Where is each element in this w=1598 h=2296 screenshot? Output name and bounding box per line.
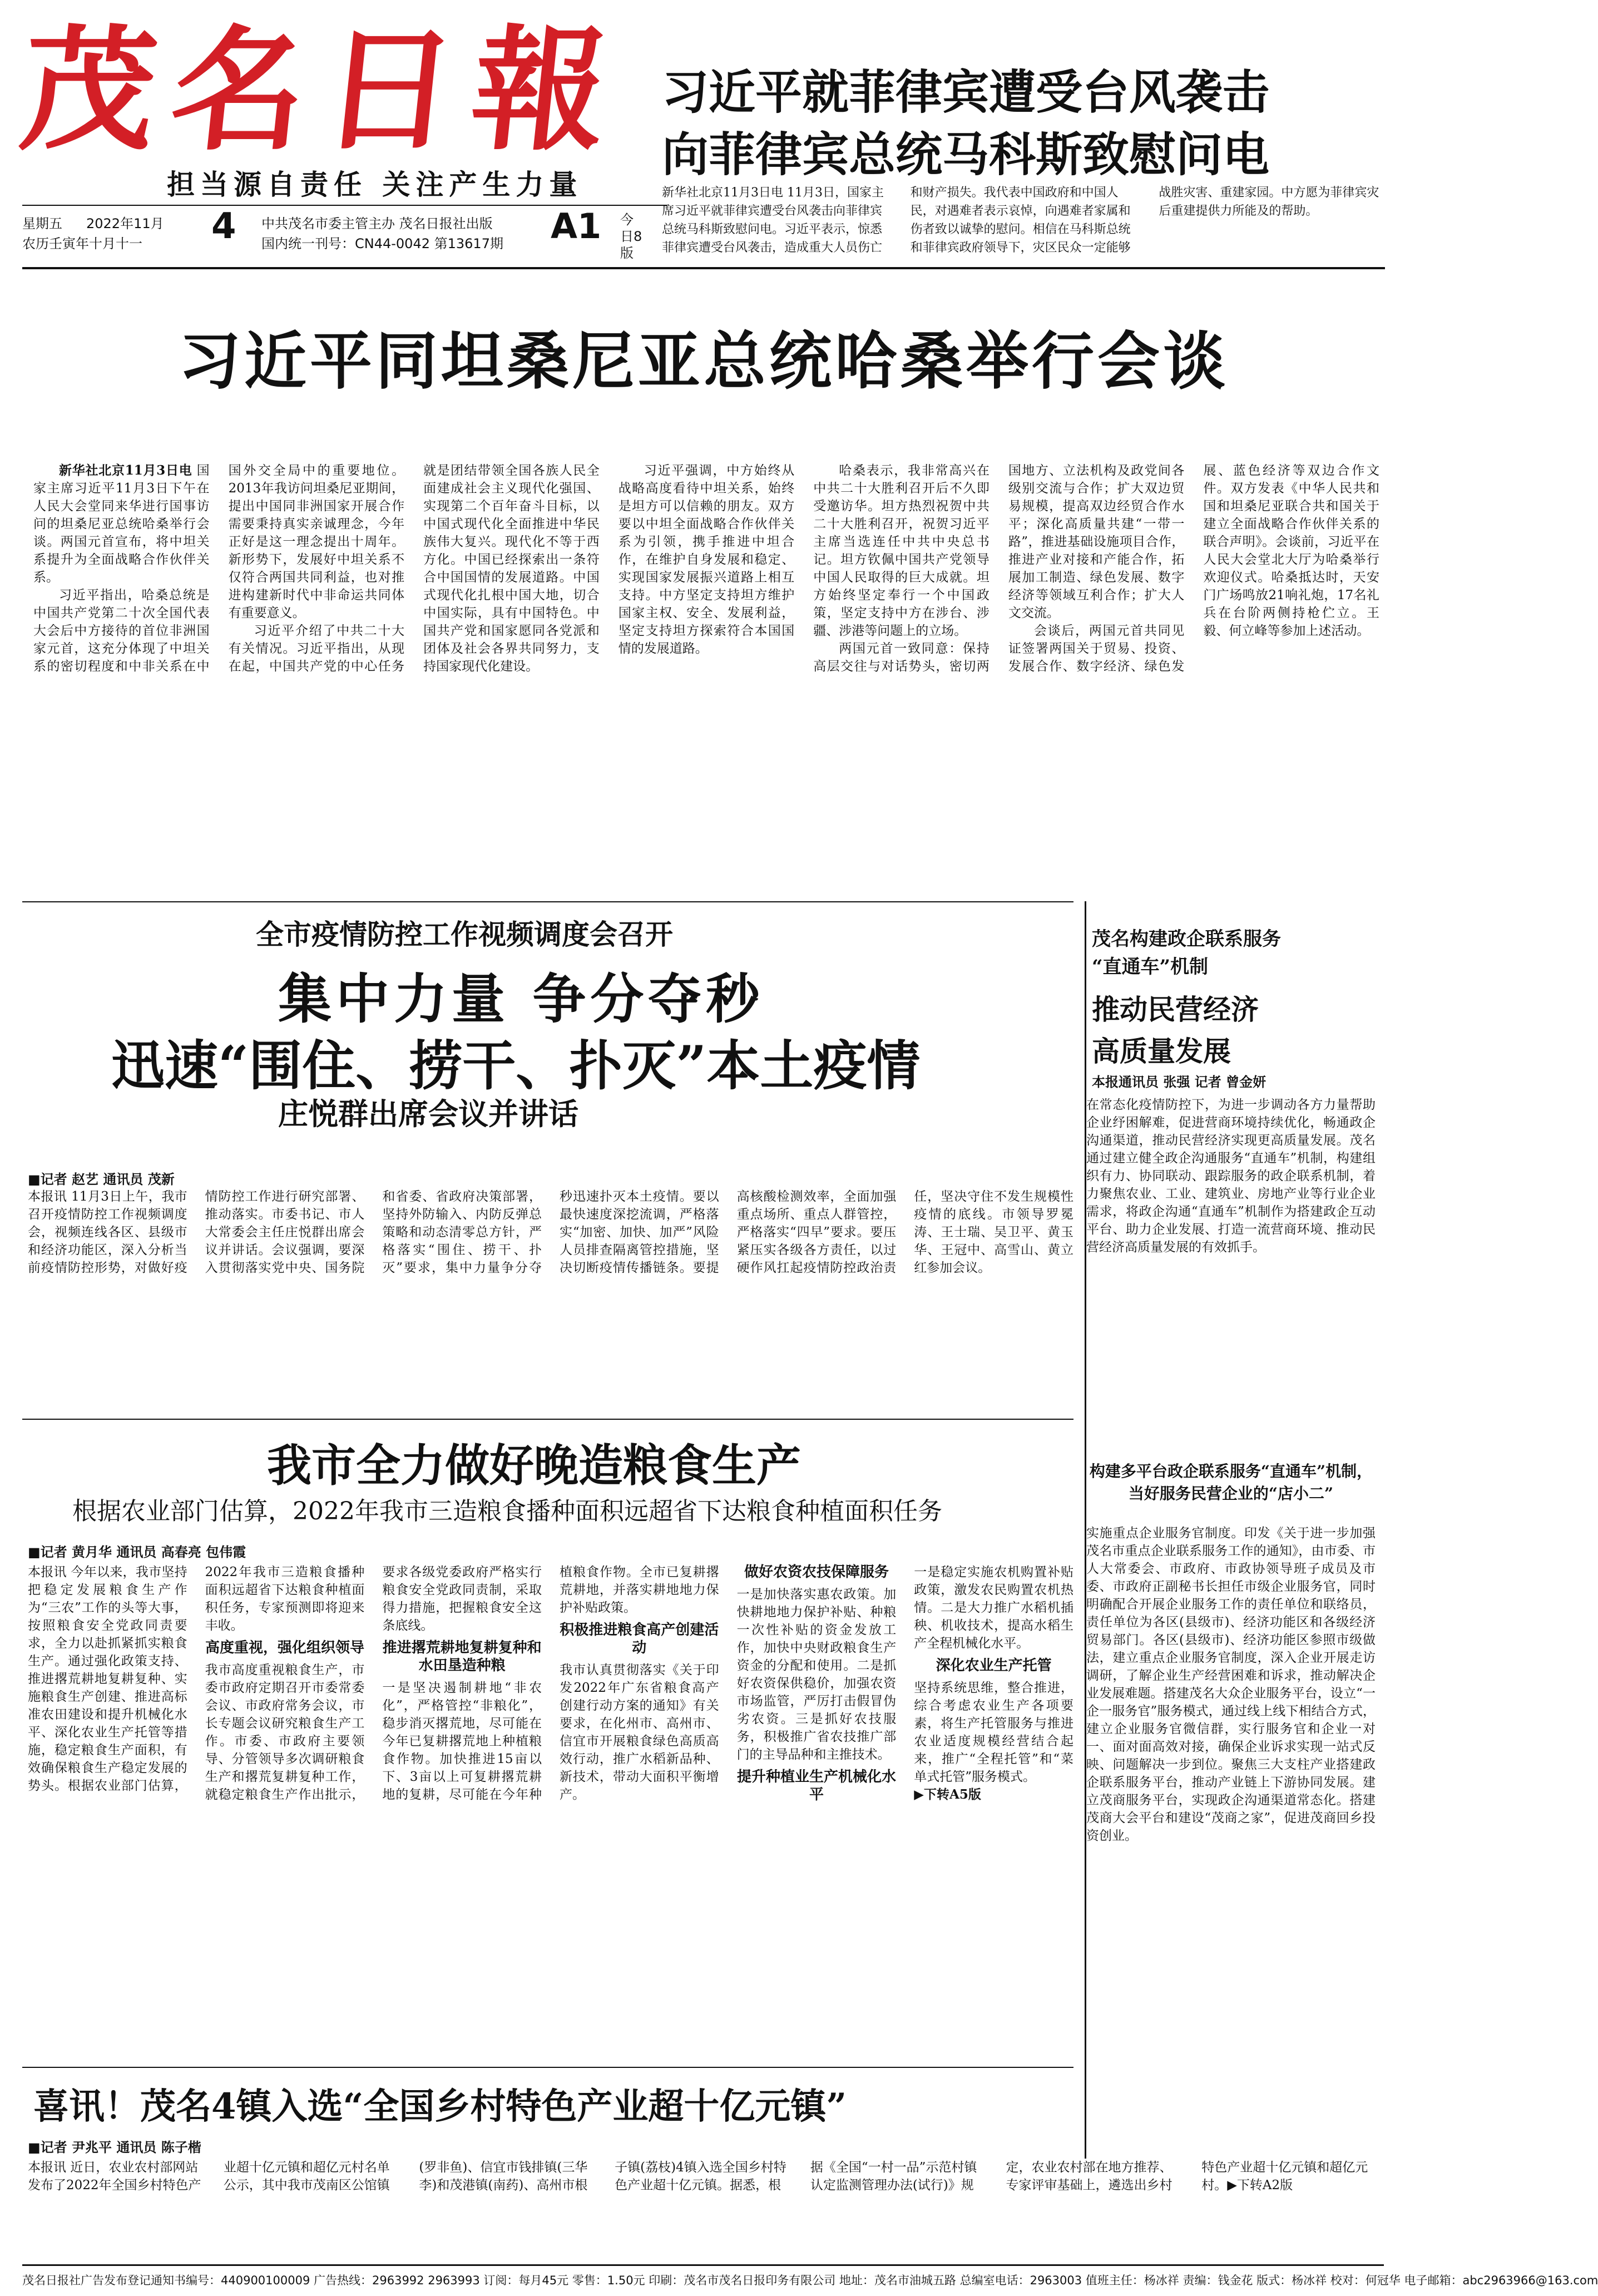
lead-headline: 习近平同坦桑尼亚总统哈桑举行会谈 (179, 325, 1229, 398)
continued-link[interactable]: ▶下转A5版 (914, 1787, 981, 1802)
top-news-title (662, 61, 1385, 186)
top-news-title-line1: 习近平就菲律宾遭受台风袭击 (662, 65, 1270, 120)
sidebar-body: 在常态化疫情防控下，为进一步调动各方力量帮助企业纾困解难，促进营商环境持续优化，畅通政企沟通渠道，推动民营经济实现更高质量发展。茂名通过建立健全政企沟通服务“直通车”机制，构建组织有力、协同联动、跟踪服务的政企联系机制，着力聚焦农业、工业、建筑业、房地产业等行业企业需求，将政企沟通“直通车”机制作为搭建政企互动平台、助力企业发展、打造一流营商环境、推动民营经济高质量发展的有效抓手。 (1086, 1098, 1376, 1255)
story2-subhead: 庄悦群出席会议并讲话 (278, 1096, 578, 1132)
page-number: A1 (551, 206, 602, 246)
lead-paragraph: 会谈后，两国元首共同见证签署两国关于贸易、投资、发展合作、数字经济、绿色发展、蓝色经济等双边合作文件。双方发表《中华人民共和国和坦桑尼亚联合共和国关于建立全面战略合作伙伴关系的联合声明》。会谈前，习近平在人民大会堂北大厅为哈桑举行欢迎仪式。哈桑抵达时，天安门广场鸣放21响礼炮，17名礼兵在台阶两侧持枪伫立。王毅、何立峰等参加上述活动。 (1008, 463, 1379, 674)
story3-section-head: 推进撂荒耕地复耕复种和水田垦造种粮 (382, 1640, 542, 1674)
divider (22, 2067, 1073, 2068)
story4-headline: 喜讯！茂名4镇入选“全国乡村特色产业超十亿元镇” (33, 2086, 847, 2127)
story2-headline-line2: 迅速“围住、捞干、扑灭”本土疫情 (111, 1034, 921, 1097)
divider (22, 267, 1385, 269)
story4-body: 本报讯 近日，农业农村部网站发布了2022年全国乡村特色产业超十亿元镇和超亿元村名单公示，其中我市茂南区公馆镇(罗非鱼)、信宜市钱排镇(三华李)和茂港镇(南药)、高州市根子镇(荔枝)4镇入选全国乡村特色产业超十亿元镇。据悉，根据《全国“一村一品”示范村镇认定监测管理办法(试行)》规定，农业农村部在地方推荐、专家评审基础上，遴选出乡村特色产业超十亿元镇和超亿元村。▶下转A2版 (28, 2160, 1368, 2193)
lead-paragraph: 习近平介绍了中共二十大有关情况。习近平指出，从现在起，中国共产党的中心任务就是团结带领全国各族人民全面建成社会主义现代化强国、实现第二个百年奋斗目标，以中国式现代化全面推进中华民族伟大复兴。现代化不等于西方化。中国已经探索出一条符合中国国情的发展道路。中国式现代化扎根中国大地，切合中国实际，具有中国特色。中国共产党和国家愿同各党派和团体及社会各界共同努力，支持国家现代化建设。 (228, 463, 600, 674)
issn: 国内统一刊号：CN44-0042 第13617期 (261, 236, 503, 251)
story3-subhead: 根据农业部门估算，2022年我市三造粮食播种面积远超省下达粮食种植面积任务 (72, 1497, 942, 1525)
lead-paragraph: 哈桑表示，我非常高兴在中共二十大胜利召开后不久即受邀访华。坦方热烈祝贺中共二十大胜利召开，祝贺习近平主席当选连任中共中央总书记。坦方钦佩中国共产党领导中国人民取得的巨大成就。坦方始终坚定奉行一个中国政策，坚定支持中方在涉台、涉疆、涉港等问题上的立场。 (813, 463, 990, 638)
lead-body (33, 462, 1379, 896)
sidebar-subhead: 构建多平台政企联系服务“直通车”机制，当好服务民营企业的“店小二” (1089, 1462, 1373, 1503)
sidebar-body-2: 实施重点企业服务官制度。印发《关于进一步加强茂名市重点企业联系服务工作的通知》，由市委、市人大常委会、市政府、市政协领导班子成员及市委、市政府正副秘书长担任市级企业服务官，同时明确配合开展企业服务工作的责任单位和联络员，责任单位为各区(县级市)、经济功能区和各级经济贸易部门。各区(县级市)、经济功能区参照市级做法，建立重点企业服务官制度，深入企业开展走访调研，了解企业生产经营困难和诉求，推动解决企业发展难题。搭建茂名大众企业服务平台，设立“一企一服务官”服务模式，通过线上线下相结合方式，建立企业服务官微信群，实行服务官和企业一对一、面对面高效对接，确保企业诉求实现一站式反映、问题解决一步到位。聚焦三大支柱产业搭建政企联系服务平台，推动产业链上下游协同发展。建立茂商服务平台，实现政企沟通渠道常态化。搭建茂商大会平台和建设“茂商之家”，促进茂商回乡投资创业。 (1086, 1526, 1376, 1843)
divider (22, 901, 1073, 902)
top-news-body: 新华社北京11月3日电 11月3日，国家主席习近平就菲律宾遭受台风袭击向菲律宾总统马科斯致慰问电。习近平表示，惊悉菲律宾遭受台风袭击，造成重大人员伤亡和财产损失。我代表中国政府和中国人民，对遇难者表示哀悼，向遇难者家属和伤者致以诚挚的慰问。相信在马科斯总统和菲律宾政府领导下，灾区民众一定能够战胜灾害、重建家园。中方愿为菲律宾灾后重建提供力所能及的帮助。 (662, 186, 1379, 255)
story3-byline: ■记者 黄月华 通讯员 高春亮 包伟霞 (28, 1544, 246, 1560)
lead-dateline: 新华社北京11月3日电 (59, 463, 192, 478)
story3-section-head: 提升种植业生产机械化水平 (736, 1769, 896, 1803)
lead-paragraph: 习近平指出，哈桑总统是中国共产党第二十次全国代表大会后中方接待的首位非洲国家元首，这充分体现了中坦关系的密切程度和中非关系在中国外交全局中的重要地位。2013年我访问坦桑尼亚期间，提出中国同非洲国家开展合作需要秉持真实亲诚理念，今年正好是这一理念提出十周年。新形势下，发展好中坦关系不仅符合两国共同利益，也对推进构建新时代中非命运共同体有重要意义。 (33, 463, 405, 674)
lead-paragraph: 习近平强调，中方始终从战略高度看待中坦关系，始终是坦方可以信赖的朋友。双方要以中坦全面战略合作伙伴关系为引领，携手推进中坦合作，在维护自身发展和稳定、实现国家发展振兴道路上相互支持。中方坚定支持坦方维护国家主权、安全、发展利益，坚定支持坦方探索符合本国国情的发展道路。 (618, 463, 795, 656)
weekday: 星期五 (22, 216, 62, 231)
issue-date: 2022年11月 (86, 216, 164, 231)
masthead-logo (14, 12, 631, 169)
top-news-title-line2: 向菲律宾总统马科斯致慰问电 (662, 127, 1270, 182)
footer-imprint: 茂名日报社广告发布登记通知书编号：440900100009 广告热线：2963992 2963993 订阅：每月45元 零售：1.50元 印刷：茂名市茂名日报印务有限公司 地址：茂名市油城五路 总编室电话：2963003 值班主任：杨冰祥 责编：钱金花 版式：杨冰祥 校对：何冠华 电子邮箱：abc2963966@163.com (22, 2264, 1384, 2288)
story2-kicker: 全市疫情防控工作视频调度会召开 (256, 918, 673, 951)
story3-headline: 我市全力做好晚造粮食生产 (267, 1439, 801, 1492)
story3-section-head: 高度重视，强化组织领导 (205, 1640, 364, 1656)
dateline (22, 205, 667, 261)
story3-paragraph: 坚持系统思维，整合推进，综合考虑农业生产各项要素，将生产托管服务与推进农业适度规模经营结合起来，推广“全程托管”和“菜单式托管”服务模式。 (914, 1681, 1073, 1784)
sidebar-byline: 本报通讯员 张强 记者 曾金妍 (1092, 1074, 1266, 1090)
story3-paragraph: 一是坚决遏制耕地“非农化”，严格管控“非粮化”，稳步消灭撂荒地，尽可能在今年已复耕撂荒地上种植粮食作物。加快推进15亩以下、3亩以上可复耕撂荒耕地的复耕，尽可能在今年种植粮食作物。全市已复耕撂荒耕地，并落实耕地地力保护补贴政策。 (382, 1565, 719, 1802)
story3-section-head: 深化农业生产托管 (936, 1657, 1052, 1674)
sidebar-story (1085, 901, 1392, 2159)
lead-paragraph: 国家主席习近平11月3日下午在人民大会堂同来华进行国事访问的坦桑尼亚总统哈桑举行会谈。两国元首宣布，将中坦关系提升为全面战略合作伙伴关系。 (33, 463, 210, 585)
story2-headline-line1: 集中力量 争分夺秒 (278, 967, 764, 1030)
story2-byline: ■记者 赵艺 通讯员 茂新 (28, 1172, 175, 1187)
story3-paragraph: 一是稳定实施农机购置补贴政策，激发农民购置农机热情。二是大力推广水稻机插秧、机收技术，提高水稻生产全程机械化水平。 (914, 1565, 1073, 1651)
sidebar-headline-line2: 高质量发展 (1092, 1035, 1231, 1068)
story3-paragraph: 我市认真贯彻落实《关于印发2022年广东省粮食高产创建行动方案的通知》有关要求，在化州市、高州市、信宜市开展粮食绿色高质高效行动，推广水稻新品种、新技术，带动大面积平衡增产。 (559, 1663, 719, 1802)
masthead-logo-text: 茂名日報 (14, 12, 631, 169)
story4-byline: ■记者 尹兆平 通讯员 陈子楷 (28, 2140, 201, 2155)
story3-paragraph: 本报讯 今年以来，我市坚持把稳定发展粮食生产作为“三农”工作的头等大事，按照粮食安全党政同责要求，全力以赴抓紧抓实粮食生产。通过强化政策支持、推进撂荒耕地复耕复种、实施粮食生产创建、推进高标准农田建设和提升机械化水平、深化农业生产托管等措施，稳定粮食生产面积，有效确保粮食生产稳定发展的势头。根据农业部门估算，2022年我市三造粮食播种面积远超省下达粮食种植面积任务，专家预测即将迎来丰收。 (28, 1565, 365, 1793)
story3-section-head: 积极推进粮食高产创建活动 (560, 1622, 719, 1656)
sidebar-kicker-line1: 茂名构建政企联系服务 (1092, 928, 1281, 950)
lead-paragraph: 两国元首一致同意：保持高层交往与对话势头，密切两国地方、立法机构及政党间各级别交流与合作；扩大双边贸易规模，提高双边经贸合作水平；深化高质量共建“一带一路”，推进基础设施项目合作，推进产业对接和产能合作，拓展加工制造、绿色发展、数字经济等领域互利合作；扩大人文交流。 (813, 463, 1185, 674)
sidebar-kicker-line2: “直通车”机制 (1092, 956, 1209, 978)
story3-body (28, 1563, 1073, 2058)
story3-section-head: 做好农资农技保障服务 (744, 1564, 889, 1581)
sidebar-headline-line1: 推动民营经济 (1092, 993, 1259, 1026)
divider (22, 1419, 1073, 1420)
lunar-date: 农历壬寅年十月十一 (22, 236, 142, 251)
masthead-slogan: 担当源自责任 关注产生力量 (167, 168, 583, 201)
story3-paragraph: 我市高度重视粮食生产，市委市政府定期召开市委常委会议、市政府常务会议，市长专题会议研究粮食生产工作。市委、市政府主要领导、分管领导多次调研粮食生产和撂荒复耕复种工作，就稳定粮食生产作出批示，要求各级党委政府严格实行粮食安全党政同责制，采取得力措施，把握粮食安全这条底线。 (205, 1565, 542, 1802)
issue-day: 4 (211, 206, 236, 247)
story2-body: 本报讯 11月3日上午，我市召开疫情防控工作视频调度会，视频连线各区、县级市和经济功能区，深入分析当前疫情防控形势，对做好疫情防控工作进行研究部署、推动落实。市委书记、市人大常委会主任庄悦群出席会议并讲话。会议强调，要深入贯彻落实党中央、国务院和省委、省政府决策部署，坚持外防输入、内防反弹总策略和动态清零总方针，严格落实“围住、捞干、扑灭”要求，集中力量争分夺秒迅速扑灭本土疫情。要以最快速度深挖流调，严格落实“加密、加快、加严”风险人员排查隔离管控措施，坚决切断疫情传播链条。要提高核酸检测效率，全面加强重点场所、重点人群管控，严格落实“四早”要求。要压紧压实各级各方责任，以过硬作风扛起疫情防控政治责任，坚决守住不发生规模性疫情的底线。市领导罗冕涛、王士瑞、吴卫平、黄玉华、王冠中、高雪山、黄立红参加会议。 (28, 1189, 1073, 1275)
page-count: 今日8版 (620, 212, 642, 261)
story3-paragraph: 一是加快落实惠农政策。加快耕地地力保护补贴、种粮一次性补贴的资金发放工作，加快中央财政粮食生产资金的分配和使用。二是抓好农资保供稳价，加强农资市场监管，严厉打击假冒伪劣农资。三是抓好农技服务，积极推广省农技推广部门的主导品种和主推技术。 (736, 1587, 897, 1762)
publisher: 中共茂名市委主管主办 茂名日报社出版 (261, 216, 493, 231)
